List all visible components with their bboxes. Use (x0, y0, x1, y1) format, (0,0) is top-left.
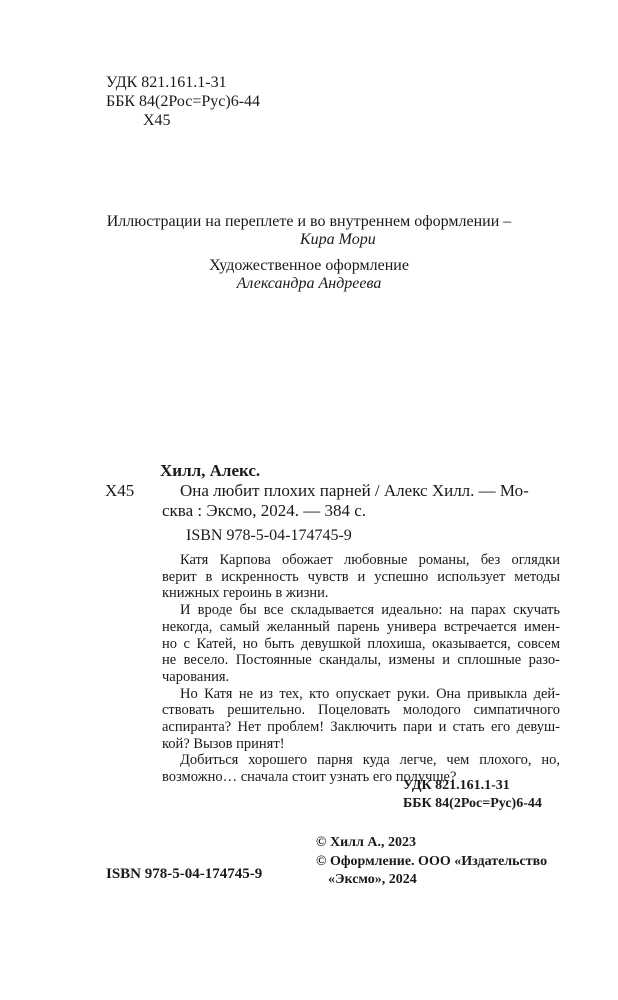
design-designer: Александра Андреева (236, 275, 382, 292)
annotation-line: книжных героинь в жизни. (162, 585, 329, 602)
bib-title-line-2: сква : Эксмо, 2024. — 384 с. (162, 501, 367, 520)
bib-isbn: ISBN 978-5-04-174745-9 (186, 527, 352, 544)
annotation-line: не весело. Постоянные скандалы, измены и сплошные разо- (162, 652, 560, 669)
bottom-bbk: ББК 84(2Рос=Рус)6-44 (403, 796, 542, 811)
annotation-line: но с Катей, но быть девушкой плохиша, оказывается, совсем (162, 635, 560, 652)
annotation-line: Добиться хорошего парня куда легче, чем плохого, но, (180, 752, 560, 769)
annotation-line: Но Катя не из тех, кто опускает руки. Она привыкла дей- (180, 685, 560, 702)
top-udk: УДК 821.161.1-31 (106, 74, 227, 91)
copyright-author: © Хилл А., 2023 (316, 835, 416, 850)
annotation-line: ствовать решительно. Поцеловать молодого симпатичного (162, 702, 560, 719)
annotation-line: некогда, самый желанный парень универа встречается имен- (162, 618, 560, 635)
bib-author: Хилл, Алекс. (160, 461, 261, 480)
annotation-line: верит в искренность чувств и успешно использует методы (162, 568, 560, 585)
illustrations-artist: Кира Мори (300, 231, 376, 248)
bib-title-line-1: Она любит плохих парней / Алекс Хилл. — Мо- (180, 481, 529, 500)
annotation-line: чарования. (162, 668, 230, 685)
annotation (162, 552, 560, 786)
design-label: Художественное оформление (209, 257, 409, 274)
bottom-udk: УДК 821.161.1-31 (403, 778, 510, 793)
top-author-mark: Х45 (143, 112, 171, 129)
isbn-bold: ISBN 978-5-04-174745-9 (106, 866, 263, 882)
annotation-line: Катя Карпова обожает любовные романы, без оглядки (180, 552, 560, 568)
copyright-publisher: «Эксмо», 2024 (328, 872, 417, 887)
annotation-line: И вроде бы все складывается идеально: на парах скучать (180, 602, 560, 619)
annotation-line: кой? Вызов принят! (162, 735, 285, 752)
copyright-design: © Оформление. ООО «Издательство (316, 854, 548, 869)
annotation-line: аспиранта? Нет проблем! Заключить пари и стать его девуш- (162, 719, 560, 736)
top-bbk: ББК 84(2Рос=Рус)6-44 (106, 93, 261, 110)
annotation-line: возможно… сначала стоит узнать его получше? (162, 769, 457, 786)
bib-author-mark: Х45 (105, 481, 135, 500)
illustrations-credit: Иллюстрации на переплете и во внутреннем оформлении – (106, 213, 512, 230)
